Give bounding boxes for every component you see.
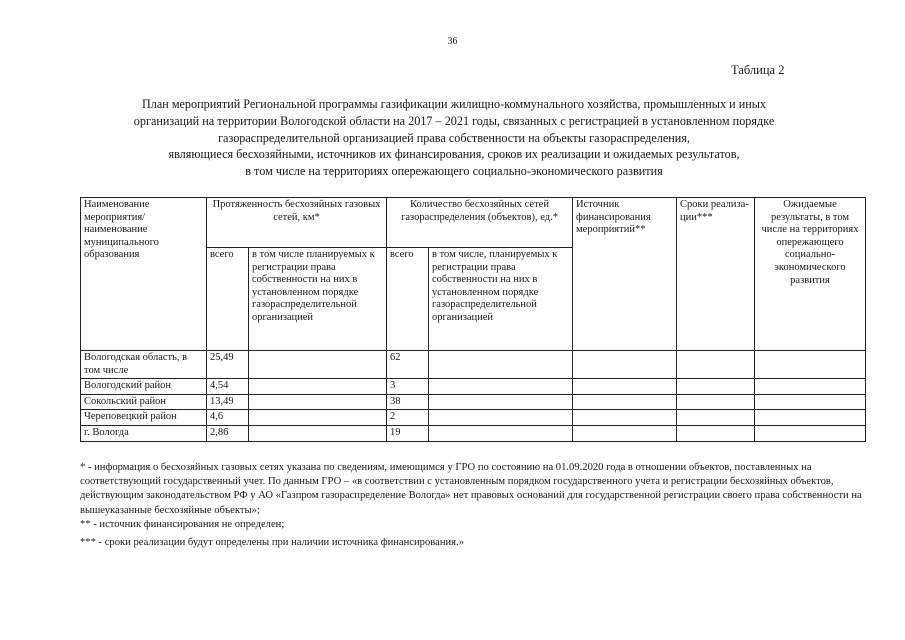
row-name: Вологодский район (81, 379, 207, 395)
row-length: 4,6 (207, 410, 249, 426)
footnote-2: ** - источник финансирования не определен; (80, 518, 285, 530)
heading-line: являющиеся бесхозяйными, источников их финансирования, сроков их реализации и ожидаемых результатов, (168, 147, 740, 162)
table-row (81, 379, 866, 395)
page-number: 36 (447, 36, 458, 47)
row-name: г. Вологда (81, 425, 207, 441)
heading-line: газораспределительной организацией права собственности на объекты газораспределения, (218, 130, 690, 145)
header-length-planned: в том числе планируемых к регистрации права собственности на них в установленном порядке газораспределительной организацией (249, 248, 387, 351)
header-length-group: Протяженность бесхозяйных газовых сетей, км* (207, 198, 387, 248)
footnote-1: * - информация о бесхозяйных газовых сетях указана по сведениям, имеющимся у ГРО по состоянию на 01.09.2020 года в отношении объектов, поставленных на соответствующий государственный учет. По данным ГРО – «в соответствии с установленным порядком государственного учета и регистрации бесхозяйных объектов, действующим законодательством РФ у АО «Газпром газораспределение Вологда» нет правовых оснований для государственной регистрации своего права собственности на вышеуказанные бесхозяйные объекты»; (80, 462, 862, 516)
row-count: 3 (387, 379, 429, 395)
header-count-total: всего (387, 248, 429, 351)
table-header-row (81, 198, 866, 248)
row-count: 19 (387, 425, 429, 441)
header-results: Ожидаемые результаты, в том числе на территориях опережающего социально-экономического развития (755, 198, 866, 351)
row-name: Череповецкий район (81, 410, 207, 426)
header-length-total: всего (207, 248, 249, 351)
heading-line: План мероприятий Региональной программы газификации жилищно-коммунального хозяйства, промышленных и иных (141, 97, 767, 111)
footnotes (80, 461, 885, 550)
table-row (81, 410, 866, 426)
header-count-group: Количество бесхозяйных сетей газораспределения (объектов), ед.* (387, 198, 573, 248)
gasification-table (80, 197, 866, 442)
table-label: Таблица 2 (731, 63, 785, 77)
row-length: 4,54 (207, 379, 249, 395)
table-row (81, 351, 866, 379)
row-length: 13,49 (207, 394, 249, 410)
row-name: Вологодская область, в том числе (81, 351, 207, 379)
header-source: Источник финансирования мероприятий** (573, 198, 677, 351)
document-heading (80, 96, 828, 180)
footnote-3: *** - сроки реализации будут определены при наличии источника финансирования.» (80, 537, 464, 549)
header-name: Наименование мероприятия/ наименование муниципального образования (81, 198, 207, 351)
row-length: 25,49 (207, 351, 249, 379)
table-row (81, 425, 866, 441)
header-count-planned: в том числе, планируемых к регистрации права собственности на них в установленном порядке газораспределительной организацией (429, 248, 573, 351)
row-count: 38 (387, 394, 429, 410)
table-row (81, 394, 866, 410)
row-count: 2 (387, 410, 429, 426)
heading-line: в том числе на территориях опережающего социально-экономического развития (245, 164, 663, 179)
row-name: Сокольский район (81, 394, 207, 410)
row-count: 62 (387, 351, 429, 379)
heading-line: организаций на территории Вологодской области на 2017 – 2021 годы, связанных с регистрацией в установленном порядке (133, 113, 775, 128)
row-length: 2,86 (207, 425, 249, 441)
header-terms: Сроки реализа-ции*** (677, 198, 755, 351)
